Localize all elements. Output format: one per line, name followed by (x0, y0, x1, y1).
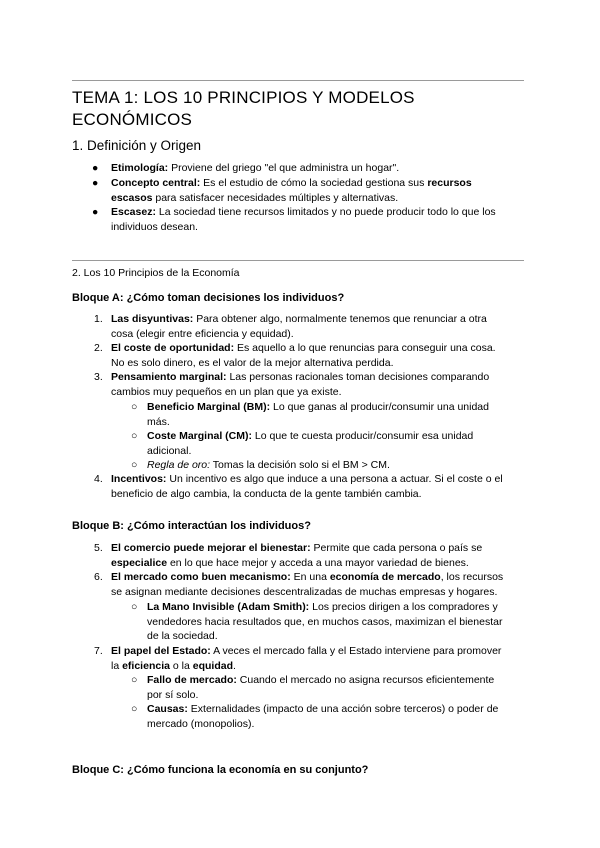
section1-heading: 1. Definición y Origen (72, 138, 202, 153)
sub-bullet-icon: ○ (131, 459, 138, 471)
principle-7: El papel del Estado: A veces el mercado falla y el Estado interviene para promover la eficiencia o la equidad. (111, 645, 502, 672)
list-number: 7. (94, 645, 103, 657)
bullet-icon: ● (92, 177, 99, 189)
principle-1: Las disyuntivas: Para obtener algo, normalmente tenemos que renunciar a otra cosa (elegir entre eficiencia y equidad). (111, 313, 487, 340)
block-c-heading: Bloque C: ¿Cómo funciona la economía en su conjunto? (72, 764, 369, 776)
list-number: 5. (94, 542, 103, 554)
list-item-etimologia: Etimología: Proviene del griego "el que administra un hogar". (111, 162, 400, 174)
sub-item-bm: Beneficio Marginal (BM): Lo que ganas al producir/consumir una unidad más. (147, 401, 489, 428)
principle-2: El coste de oportunidad: Es aquello a lo que renuncias para conseguir una cosa. No es solo dinero, es el valor de la mejor alternativa perdida. (111, 342, 496, 369)
block-b-heading: Bloque B: ¿Cómo interactúan los individuos? (72, 520, 311, 532)
principle-5: El comercio puede mejorar el bienestar: Permite que cada persona o país se especialice en lo que hace mejor y acceda a una mayor variedad de bienes. (111, 542, 483, 569)
list-number: 1. (94, 313, 103, 325)
list-number: 3. (94, 371, 103, 383)
list-number: 2. (94, 342, 103, 354)
sub-bullet-icon: ○ (131, 674, 138, 686)
sub-bullet-icon: ○ (131, 703, 138, 715)
sub-item-regla: Regla de oro: Tomas la decisión solo si el BM > CM. (147, 459, 390, 471)
document-title: TEMA 1: LOS 10 PRINCIPIOS Y MODELOS ECONÓMICOS (72, 88, 415, 129)
sub-item-mano-invisible: La Mano Invisible (Adam Smith): Los precios dirigen a los compradores y vendedores hacia resultados que, en muchos casos, maximizan el bienestar de la sociedad. (147, 601, 503, 643)
principle-6: El mercado como buen mecanismo: En una economía de mercado, los recursos se asignan mediante decisiones descentralizadas de muchas empresas y hogares. (111, 571, 504, 598)
sub-item-causas: Causas: Externalidades (impacto de una acción sobre terceros) o poder de mercado (monopolios). (147, 703, 499, 730)
block-a-heading: Bloque A: ¿Cómo toman decisiones los individuos? (72, 292, 345, 304)
list-item-concepto: Concepto central: Es el estudio de cómo la sociedad gestiona sus recursos escasos para satisfacer necesidades múltiples y alternativas. (111, 177, 472, 204)
list-number: 6. (94, 571, 103, 583)
principle-4: Incentivos: Un incentivo es algo que induce a una persona a actuar. Si el coste o el beneficio de algo cambia, la conducta de la gente también cambia. (111, 473, 503, 500)
sub-bullet-icon: ○ (131, 401, 138, 413)
top-divider (72, 80, 524, 81)
list-number: 4. (94, 473, 103, 485)
bullet-icon: ● (92, 206, 99, 218)
section2-heading: 2. Los 10 Principios de la Economía (72, 267, 240, 279)
bullet-icon: ● (92, 162, 99, 174)
sub-item-cm: Coste Marginal (CM): Lo que te cuesta producir/consumir esa unidad adicional. (147, 430, 474, 457)
principle-3: Pensamiento marginal: Las personas racionales toman decisiones comparando cambios muy pequeños en un plan que ya existe. (111, 371, 490, 398)
sub-bullet-icon: ○ (131, 601, 138, 613)
list-item-escasez: Escasez: La sociedad tiene recursos limitados y no puede producir todo lo que los individuos desean. (111, 206, 496, 233)
section-divider (72, 260, 524, 261)
sub-bullet-icon: ○ (131, 430, 138, 442)
sub-item-fallo: Fallo de mercado: Cuando el mercado no asigna recursos eficientemente por sí solo. (147, 674, 495, 701)
